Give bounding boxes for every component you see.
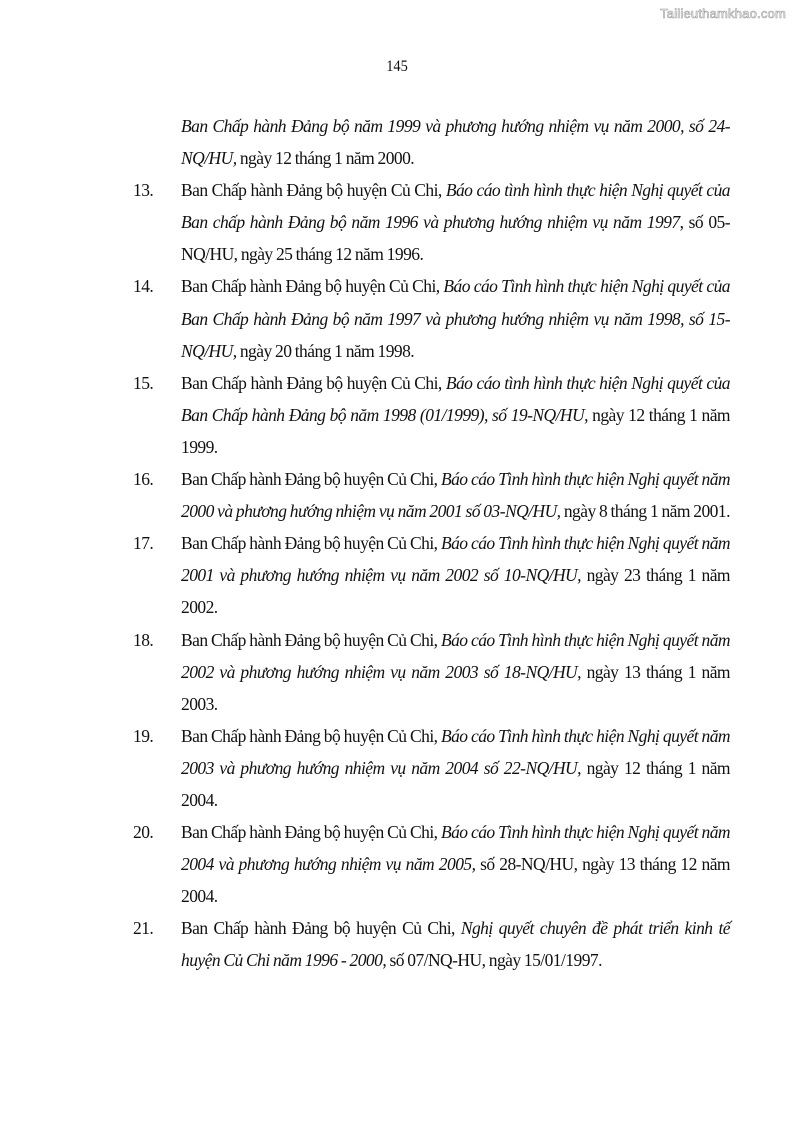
reference-author: Ban Chấp hành Đảng bộ huyện Củ Chi, [181,469,441,490]
reference-item [130,816,730,912]
reference-details: ngày 13 tháng 1 năm 2003. [181,661,730,714]
reference-title: Báo cáo Tình hình thực hiện Nghị quyết năm 2001 và phương hướng nhiệm vụ năm 2002 số 10-NQ/HU, [181,533,730,586]
reference-item [130,463,730,527]
reference-details: ngày 12 tháng 1 năm 2004. [181,757,730,810]
reference-details: ngày 20 tháng 1 năm 1998. [236,340,415,361]
reference-details: , số 07/NQ-HU, ngày 15/01/1997. [382,950,602,971]
reference-author: Ban Chấp hành Đảng bộ huyện Củ Chi, [181,533,441,554]
reference-item [130,912,730,976]
reference-author: Ban Chấp hành Đảng bộ huyện Củ Chi, [181,918,461,939]
reference-title: Báo cáo Tình hình thực hiện Nghị quyết của Ban Chấp hành Đảng bộ năm 1997 và phương hướng nhiệm vụ năm 1998, số 15-NQ/HU, [181,276,730,361]
reference-number: 18. [133,629,154,650]
reference-title: Báo cáo tình hình thực hiện Nghị quyết của Ban chấp hành Đảng bộ năm 1996 và phương hướng nhiệm vụ năm 1997 [181,180,730,233]
reference-title: Báo cáo Tình hình thực hiện Nghị quyết năm 2002 và phương hướng nhiệm vụ năm 2003 số 18-NQ/HU, [181,629,730,682]
reference-title: Ban Chấp hành Đảng bộ năm 1999 và phương hướng nhiệm vụ năm 2000, số 24-NQ/HU, [181,116,730,169]
reference-item [130,624,730,720]
reference-continuation [130,110,730,174]
reference-number: 20. [133,822,154,843]
reference-item [130,527,730,623]
reference-number: 17. [133,533,154,554]
reference-author: Ban Chấp hành Đảng bộ huyện Củ Chi, [181,180,446,201]
page-number: 145 [386,58,408,75]
reference-item [130,720,730,816]
reference-number: 21. [133,918,154,939]
reference-details: ngày 8 tháng 1 năm 2001. [560,501,730,522]
reference-title: Báo cáo Tình hình thực hiện Nghị quyết năm 2004 và phương hướng nhiệm vụ năm 2005, [181,822,730,875]
reference-item [130,174,730,270]
reference-author: Ban Chấp hành Đảng bộ huyện Củ Chi, [181,372,446,393]
reference-details: ngày 12 tháng 1 năm 2000. [236,148,415,169]
reference-number: 14. [133,276,154,297]
reference-title: Báo cáo Tình hình thực hiện Nghị quyết năm 2003 và phương hướng nhiệm vụ năm 2004 số 22-NQ/HU, [181,725,730,778]
reference-number: 19. [133,725,154,746]
watermark: Tailieuthamkhao.com [660,6,786,21]
reference-item [130,270,730,366]
reference-author: Ban Chấp hành Đảng bộ huyện Củ Chi, [181,725,441,746]
reference-details: ngày 12 tháng 1 năm 1999. [181,404,730,457]
reference-author: Ban Chấp hành Đảng bộ huyện Củ Chi, [181,629,441,650]
reference-item [130,367,730,463]
reference-number: 15. [133,372,154,393]
reference-number: 13. [133,180,154,201]
reference-title: Báo cáo tình hình thực hiện Nghị quyết của Ban Chấp hành Đảng bộ năm 1998 (01/1999), số 19-NQ/HU, [181,372,730,425]
reference-list [130,110,730,977]
reference-details: , số 05-NQ/HU, ngày 25 tháng 12 năm 1996. [181,212,730,265]
reference-title: Nghị quyết chuyên đề phát triển kinh tế huyện Củ Chi năm 1996 - 2000 [181,918,730,971]
reference-details: ngày 23 tháng 1 năm 2002. [181,565,730,618]
reference-author: Ban Chấp hành Đảng bộ huyện Củ Chi, [181,822,441,843]
reference-details: số 28-NQ/HU, ngày 13 tháng 12 năm 2004. [181,854,730,907]
reference-author: Ban Chấp hành Đảng bộ huyện Củ Chi, [181,276,444,297]
reference-title: Báo cáo Tình hình thực hiện Nghị quyết năm 2000 và phương hướng nhiệm vụ năm 2001 số 03-NQ/HU, [181,469,730,522]
reference-number: 16. [133,469,154,490]
